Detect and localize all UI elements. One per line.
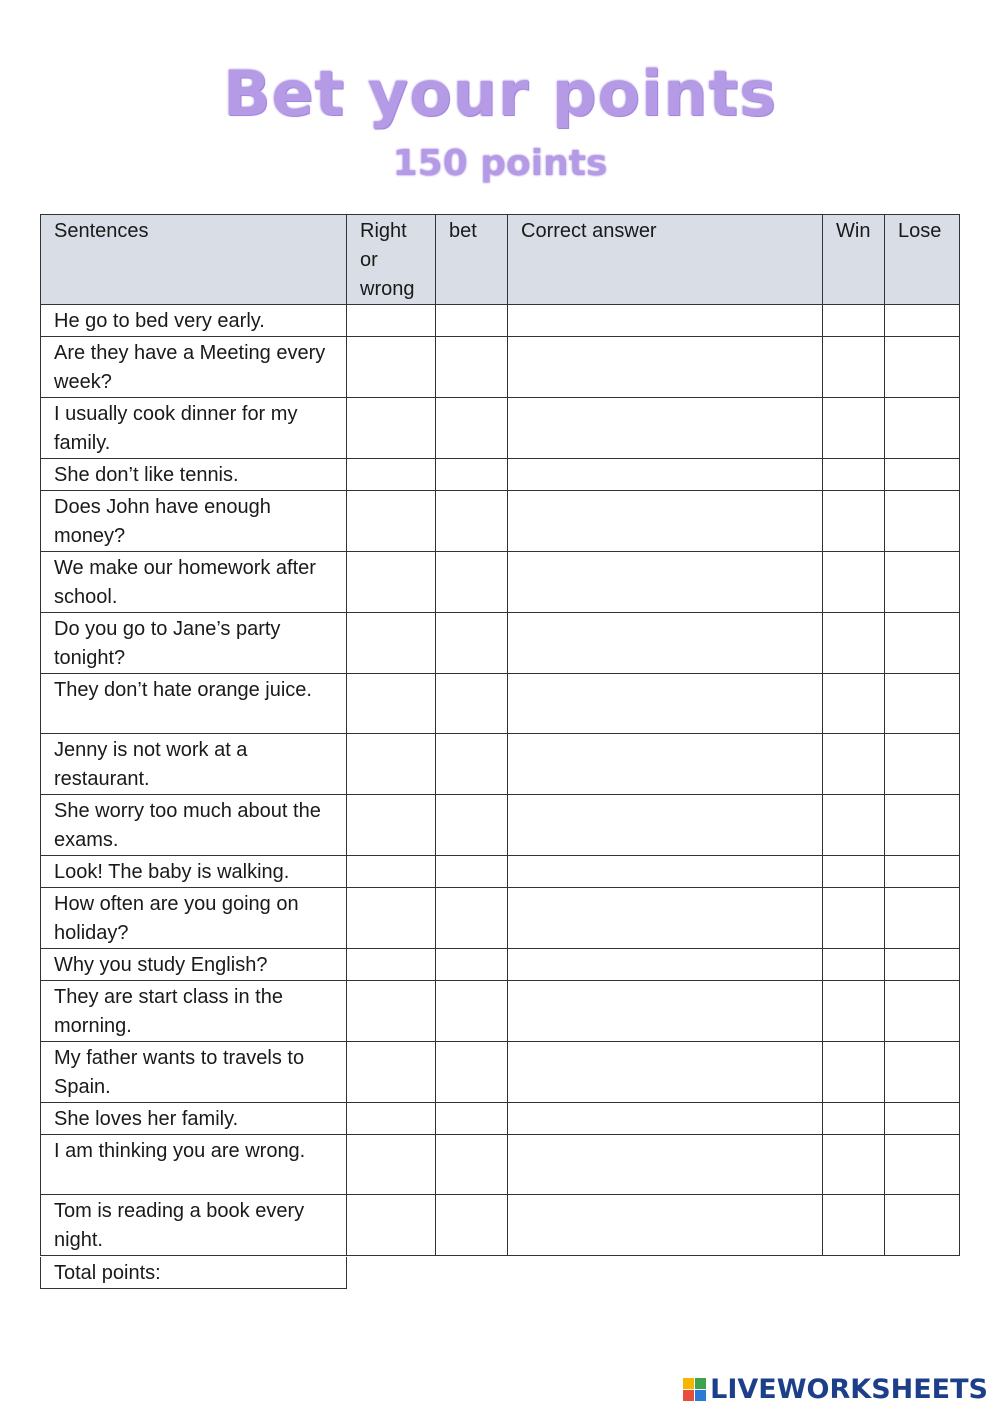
table-row [41, 981, 960, 1042]
table-row [41, 491, 960, 552]
table-row [41, 1195, 960, 1256]
right-or-wrong-cell[interactable] [347, 491, 436, 552]
right-or-wrong-cell[interactable] [347, 305, 436, 337]
correct-answer-cell[interactable] [508, 337, 823, 398]
table-row [41, 398, 960, 459]
sentence-cell: Do you go to Jane’s party tonight? [41, 613, 347, 674]
sentence-cell: Are they have a Meeting every week? [41, 337, 347, 398]
lose-cell[interactable] [885, 1195, 960, 1256]
correct-answer-cell[interactable] [508, 981, 823, 1042]
bet-cell[interactable] [436, 1042, 508, 1103]
sentence-cell: Look! The baby is walking. [41, 856, 347, 888]
lose-cell[interactable] [885, 337, 960, 398]
win-cell[interactable] [823, 613, 885, 674]
win-cell[interactable] [823, 795, 885, 856]
win-cell[interactable] [823, 305, 885, 337]
win-cell[interactable] [823, 398, 885, 459]
correct-answer-cell[interactable] [508, 398, 823, 459]
correct-answer-cell[interactable] [508, 795, 823, 856]
sentence-cell: They are start class in the morning. [41, 981, 347, 1042]
correct-answer-cell[interactable] [508, 1042, 823, 1103]
win-cell[interactable] [823, 734, 885, 795]
right-or-wrong-cell[interactable] [347, 888, 436, 949]
right-or-wrong-cell[interactable] [347, 981, 436, 1042]
table-row [41, 856, 960, 888]
correct-answer-cell[interactable] [508, 674, 823, 734]
sentence-cell: Does John have enough money? [41, 491, 347, 552]
table-row [41, 613, 960, 674]
table-header-row [41, 215, 960, 305]
win-cell[interactable] [823, 1135, 885, 1195]
table-row [41, 459, 960, 491]
bet-cell[interactable] [436, 981, 508, 1042]
bet-cell[interactable] [436, 552, 508, 613]
correct-answer-cell[interactable] [508, 734, 823, 795]
correct-answer-cell[interactable] [508, 305, 823, 337]
bet-cell[interactable] [436, 305, 508, 337]
right-or-wrong-cell[interactable] [347, 1103, 436, 1135]
correct-answer-cell[interactable] [508, 949, 823, 981]
bet-cell[interactable] [436, 795, 508, 856]
right-or-wrong-cell[interactable] [347, 734, 436, 795]
right-or-wrong-cell[interactable] [347, 552, 436, 613]
table-row [41, 1135, 960, 1195]
correct-answer-cell[interactable] [508, 552, 823, 613]
bet-cell[interactable] [436, 613, 508, 674]
bet-cell[interactable] [436, 674, 508, 734]
sentence-cell: Jenny is not work at a restaurant. [41, 734, 347, 795]
header-bet: bet [436, 215, 508, 305]
lose-cell[interactable] [885, 552, 960, 613]
win-cell[interactable] [823, 491, 885, 552]
sentence-cell: My father wants to travels to Spain. [41, 1042, 347, 1103]
brand-name: LIVEWORKSHEETS [710, 1373, 988, 1405]
correct-answer-cell[interactable] [508, 613, 823, 674]
header-right-or-wrong: Right or wrong [347, 215, 436, 305]
lose-cell[interactable] [885, 734, 960, 795]
header-correct-answer: Correct answer [508, 215, 823, 305]
lose-cell[interactable] [885, 491, 960, 552]
table-row [41, 1042, 960, 1103]
bet-cell[interactable] [436, 398, 508, 459]
win-cell[interactable] [823, 949, 885, 981]
lose-cell[interactable] [885, 1103, 960, 1135]
right-or-wrong-cell[interactable] [347, 1042, 436, 1103]
win-cell[interactable] [823, 552, 885, 613]
lose-cell[interactable] [885, 1135, 960, 1195]
correct-answer-cell[interactable] [508, 491, 823, 552]
bet-cell[interactable] [436, 888, 508, 949]
table-row [41, 1103, 960, 1135]
header-lose: Lose [885, 215, 960, 305]
win-cell[interactable] [823, 888, 885, 949]
bet-cell[interactable] [436, 1103, 508, 1135]
sentence-cell: We make our homework after school. [41, 552, 347, 613]
right-or-wrong-cell[interactable] [347, 856, 436, 888]
bet-cell[interactable] [436, 459, 508, 491]
table-row [41, 337, 960, 398]
win-cell[interactable] [823, 1103, 885, 1135]
lose-cell[interactable] [885, 674, 960, 734]
bet-cell[interactable] [436, 856, 508, 888]
lose-cell[interactable] [885, 613, 960, 674]
right-or-wrong-cell[interactable] [347, 459, 436, 491]
bet-cell[interactable] [436, 734, 508, 795]
lose-cell[interactable] [885, 981, 960, 1042]
liveworksheets-logo [683, 1372, 988, 1406]
win-cell[interactable] [823, 856, 885, 888]
table-row [41, 888, 960, 949]
table-row [41, 305, 960, 337]
table-row [41, 674, 960, 734]
right-or-wrong-cell[interactable] [347, 398, 436, 459]
table-row [41, 949, 960, 981]
sentence-cell: He go to bed very early. [41, 305, 347, 337]
correct-answer-cell[interactable] [508, 856, 823, 888]
bet-cell[interactable] [436, 337, 508, 398]
win-cell[interactable] [823, 674, 885, 734]
correct-answer-cell[interactable] [508, 459, 823, 491]
lose-cell[interactable] [885, 856, 960, 888]
header-win: Win [823, 215, 885, 305]
win-cell[interactable] [823, 1042, 885, 1103]
bet-cell[interactable] [436, 1135, 508, 1195]
right-or-wrong-cell[interactable] [347, 1195, 436, 1256]
bet-cell[interactable] [436, 1195, 508, 1256]
lose-cell[interactable] [885, 1042, 960, 1103]
sentence-cell: She loves her family. [41, 1103, 347, 1135]
right-or-wrong-cell[interactable] [347, 795, 436, 856]
correct-answer-cell[interactable] [508, 888, 823, 949]
table-row [41, 795, 960, 856]
bet-table [40, 214, 960, 1256]
sentence-cell: Why you study English? [41, 949, 347, 981]
correct-answer-cell[interactable] [508, 1195, 823, 1256]
page-title: Bet your points [223, 57, 777, 130]
win-cell[interactable] [823, 337, 885, 398]
lose-cell[interactable] [885, 888, 960, 949]
bet-cell[interactable] [436, 491, 508, 552]
bet-cell[interactable] [436, 949, 508, 981]
page-subtitle: 150 points [392, 143, 608, 184]
sentence-cell: How often are you going on holiday? [41, 888, 347, 949]
sentence-cell: I am thinking you are wrong. [41, 1135, 347, 1195]
sentence-cell: She don’t like tennis. [41, 459, 347, 491]
lose-cell[interactable] [885, 949, 960, 981]
lose-cell[interactable] [885, 398, 960, 459]
logo-mark-icon [683, 1378, 706, 1401]
lose-cell[interactable] [885, 459, 960, 491]
win-cell[interactable] [823, 1195, 885, 1256]
correct-answer-cell[interactable] [508, 1103, 823, 1135]
right-or-wrong-cell[interactable] [347, 337, 436, 398]
lose-cell[interactable] [885, 305, 960, 337]
sentence-cell: I usually cook dinner for my family. [41, 398, 347, 459]
right-or-wrong-cell[interactable] [347, 1135, 436, 1195]
lose-cell[interactable] [885, 795, 960, 856]
table-row [41, 552, 960, 613]
table-row [41, 734, 960, 795]
sentence-cell: Tom is reading a book every night. [41, 1195, 347, 1256]
correct-answer-cell[interactable] [508, 1135, 823, 1195]
sentence-cell: They don’t hate orange juice. [41, 674, 347, 734]
header-sentences: Sentences [41, 215, 347, 305]
total-points-label: Total points: [40, 1257, 347, 1289]
sentence-cell: She worry too much about the exams. [41, 795, 347, 856]
right-or-wrong-cell[interactable] [347, 949, 436, 981]
win-cell[interactable] [823, 459, 885, 491]
right-or-wrong-cell[interactable] [347, 674, 436, 734]
win-cell[interactable] [823, 981, 885, 1042]
right-or-wrong-cell[interactable] [347, 613, 436, 674]
